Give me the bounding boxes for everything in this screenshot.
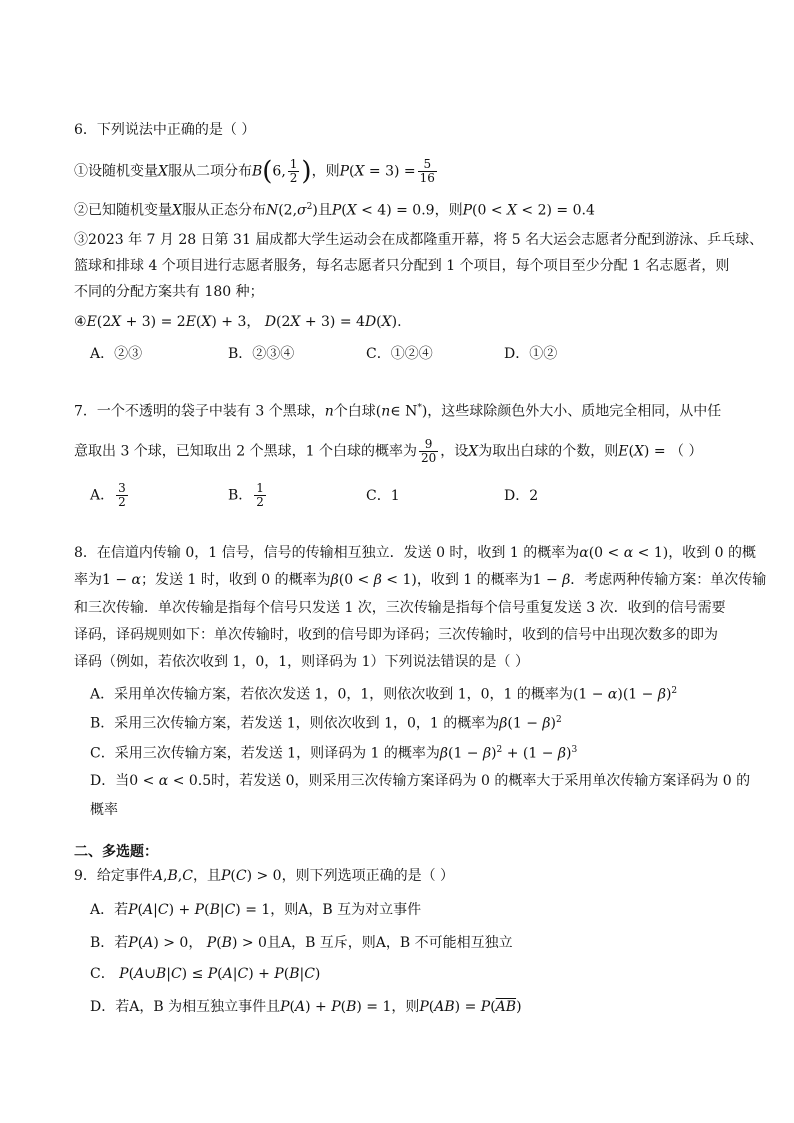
q6-option-a[interactable]: A．②③ [90, 346, 143, 362]
q8-option-d-cont: 概率 [90, 802, 118, 818]
q8-option-c[interactable]: C．采用三次传输方案，若发送 1，则译码为 1 的概率为$\beta(1 - \beta)^2 + (1 - \beta)^3$ [90, 745, 578, 762]
q6-statement-3-line2: 篮球和排球 4 个项目进行志愿者服务，每名志愿者只分配到 1 个项目，每个项目至少分配 1 名志愿者，则 [74, 258, 730, 274]
q6-options [90, 344, 650, 364]
q8-line-5: 译码（例如，若依次收到 1，0，1，则译码为 1）下列说法错误的是（ ） [74, 654, 529, 670]
q6-option-c[interactable]: C．①②④ [366, 346, 433, 362]
q6-statement-3-line3: 不同的分配方案共有 180 种； [74, 284, 264, 300]
section-multi-choice-title: 二、多选题： [74, 844, 158, 860]
q6-statement-4: ④E(2X + 3) = 2E(X) + 3， D(2X + 3) = 4D(X). [74, 314, 402, 330]
q8-option-a[interactable]: A．采用单次传输方案，若依次发送 1，0，1，则依次收到 1，0，1 的概率为$(1 - \alpha)(1 - \beta)^2$ [90, 686, 678, 703]
q8-line-4: 译码，译码规则如下：单次传输时，收到的信号即为译码；三次传输时，收到的信号中出现次数多的即为 [74, 627, 718, 643]
q9-option-c[interactable]: C． P(A∪B|C) ≤ P(A|C) + P(B|C) [90, 966, 321, 982]
q8-line-3: 和三次传输．单次传输是指每个信号只发送 1 次，三次传输是指每个信号重复发送 3 次．收到的信号需要 [74, 600, 726, 616]
q7-line-1: 7．一个不透明的袋子中装有 3 个黑球，n个白球(n∈ N*)，这些球除颜色外大小、质地完全相同，从中任 [74, 403, 722, 420]
q9-option-b[interactable]: B．若P(A) > 0， P(B) > 0且A，B 互斥，则A，B 不可能相互独立 [90, 935, 513, 951]
q9-option-a[interactable]: A．若P(A|C) + P(B|C) = 1，则A，B 互为对立事件 [90, 902, 422, 918]
q7-option-c[interactable]: C．1 [366, 487, 400, 504]
q7-option-a[interactable]: A． $\frac{3}{2}$ [90, 481, 126, 509]
q7-option-b[interactable]: B． $\frac{1}{2}$ [228, 481, 264, 509]
q6-statement-2: ②已知随机变量X服从正态分布$N(2,\sigma^2)$且P(X < 4) = 0.9，则P(0 < X < 2) = 0.4 [74, 202, 595, 219]
q8-option-d[interactable]: D．当0 < α < 0.5时，若发送 0，则采用三次传输方案译码为 0 的概率大于采用单次传输方案译码为 0 的 [90, 773, 751, 789]
q9-stem: 9．给定事件A,B,C，且P(C) > 0，则下列选项正确的是（ ） [74, 868, 455, 884]
q8-option-b[interactable]: B．采用三次传输方案，若发送 1，则依次收到 1，0，1 的概率为$\beta(1 - \beta)^2$ [90, 715, 562, 732]
q8-line-1: 8．在信道内传输 0，1 信号，信号的传输相互独立．发送 0 时，收到 1 的概率为α(0 < α < 1)，收到 0 的概 [74, 545, 756, 561]
q7-options [90, 482, 650, 509]
q7-option-d[interactable]: D．2 [504, 487, 539, 504]
q6-stem: 6．下列说法中正确的是（ ） [74, 122, 256, 138]
q7-line-2: 意取出 3 个球，已知取出 2 个黑球，1 个白球的概率为 $\frac{9}{20}$ ，设X为取出白球的个数，则E(X) = （ ） [74, 437, 703, 465]
q6-statement-1: ①设随机变量X服从二项分布B(6, $\frac{1}{2}$ )，则P(X = 3) = $\frac{5}{16}$ [74, 156, 435, 187]
q9-option-d[interactable]: D．若A，B 为相互独立事件且P(A) + P(B) = 1，则$P(AB) = P(\overline{AB})$ [90, 999, 522, 1015]
q8-line-2: 率为1 − α；发送 1 时，收到 0 的概率为β(0 < β < 1)，收到 1 的概率为1 − β．考虑两种传输方案：单次传输 [74, 572, 767, 588]
q6-option-b[interactable]: B．②③④ [228, 346, 295, 362]
q6-option-d[interactable]: D．①② [504, 346, 558, 362]
q6-statement-3-line1: ③2023 年 7 月 28 日第 31 届成都大学生运动会在成都隆重开幕，将 5 名大运会志愿者分配到游泳、乒乓球、 [74, 232, 764, 248]
